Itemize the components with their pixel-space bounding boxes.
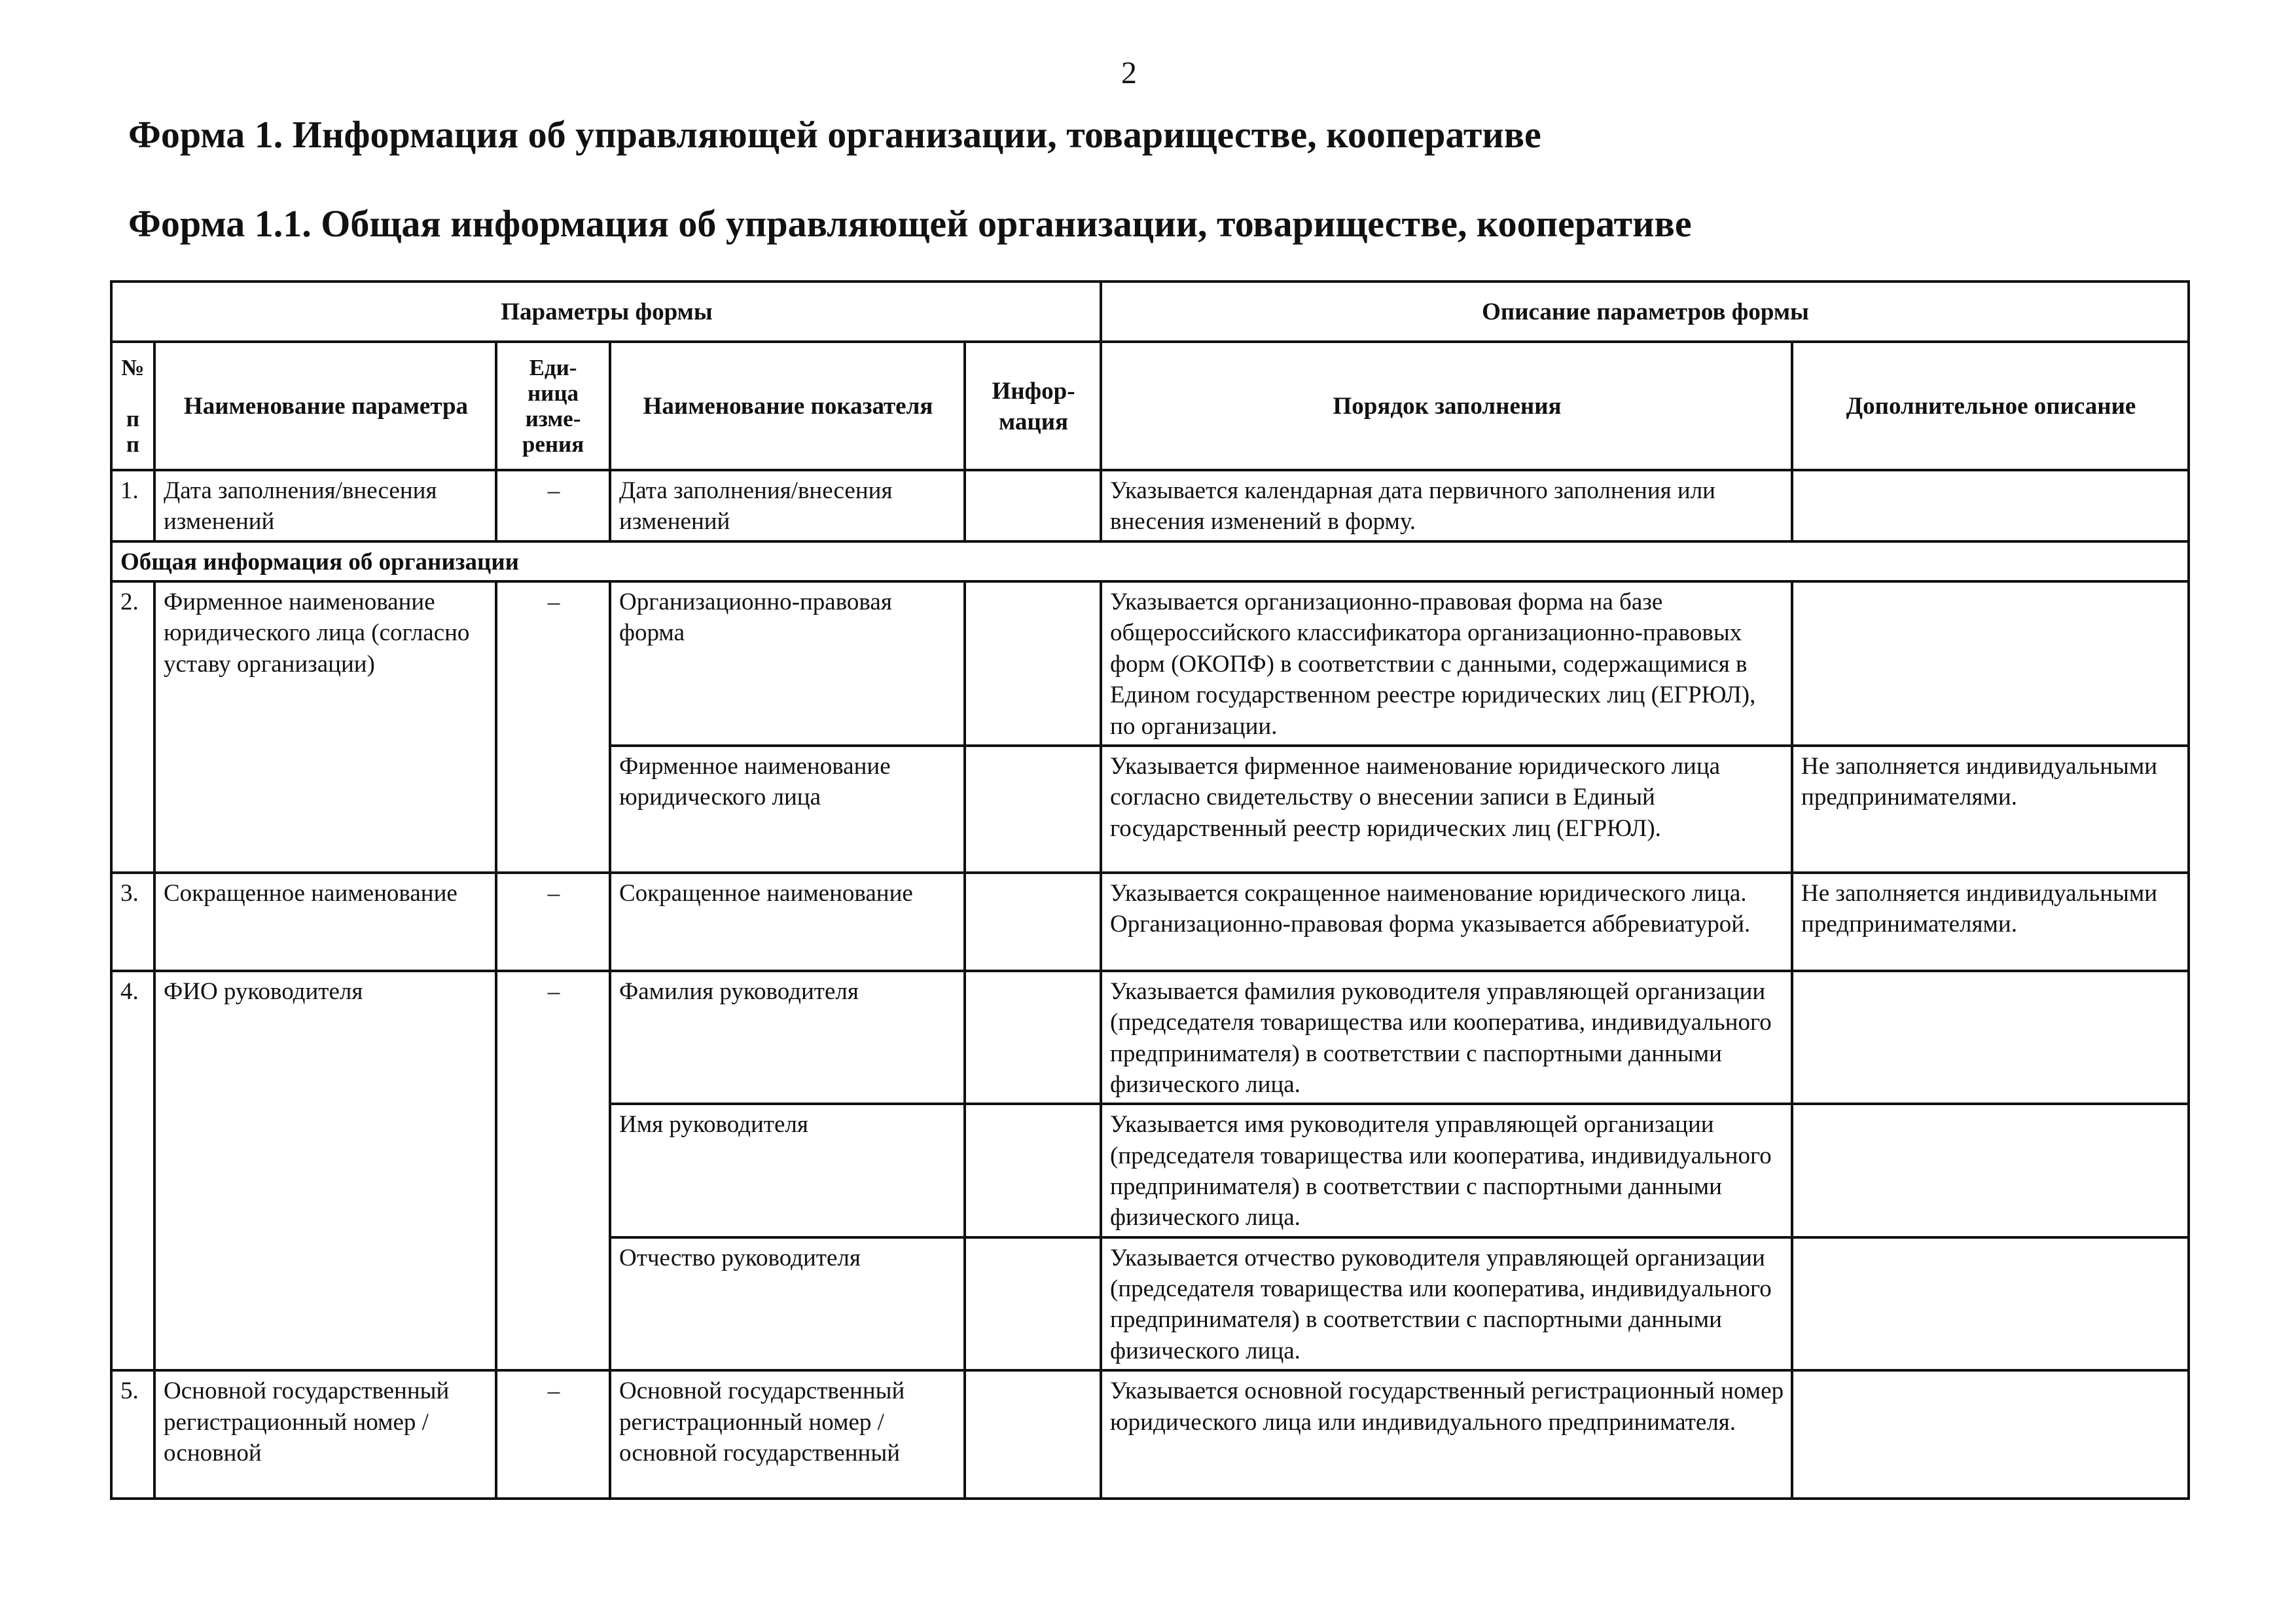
indicator-name: Имя руководителя [610,1104,965,1237]
extra-description [1792,1370,2189,1499]
fill-order: Указывается основной государственный регистрационный номер юридического лица или индивидуального предпринимателя. [1101,1370,1792,1499]
fill-order: Указывается сокращенное наименование юридического лица. Организационно-правовая форма указывается аббревиатурой. [1101,873,1792,971]
col-header-fill-order: Порядок заполнения [1101,342,1792,470]
row-number: 1. [111,470,154,541]
unit: – [496,873,610,971]
page-number: 2 [1121,56,1137,90]
unit: – [496,581,610,873]
info-cell [965,746,1101,873]
group-header-row [111,282,2189,342]
param-name: Дата заполнения/внесения изменений [154,470,496,541]
column-header-row [111,342,2189,470]
info-cell [965,1370,1101,1499]
row-number: 4. [111,971,154,1370]
col-header-unit: Еди- ница изме- рения [496,342,610,470]
fill-order: Указывается фамилия руководителя управляющей организации (председателя товарищества или кооператива, индивидуального предпринимателя) в соответствии с паспортными данными физического лица. [1101,971,1792,1104]
info-cell [965,971,1101,1104]
indicator-name: Дата заполнения/внесения изменений [610,470,965,541]
unit: – [496,971,610,1370]
info-cell [965,873,1101,971]
form-title: Форма 1. Информация об управляющей организации, товариществе, кооперативе [128,113,1541,156]
extra-description [1792,971,2189,1104]
fill-order: Указывается фирменное наименование юридического лица согласно свидетельству о внесении записи в Единый государственный реестр юридических лиц (ЕГРЮЛ). [1101,746,1792,873]
indicator-name: Фирменное наименование юридического лица [610,746,965,873]
extra-description [1792,1104,2189,1237]
form-parameters-table [110,280,2190,1500]
col-header-indicator-name: Наименование показателя [610,342,965,470]
table-row [111,873,2189,971]
row-number: 5. [111,1370,154,1499]
section-title-general: Общая информация об организации [111,541,2189,581]
fill-order: Указывается имя руководителя управляющей организации (председателя товарищества или кооператива, индивидуального предпринимателя) в соответствии с паспортными данными физического лица. [1101,1104,1792,1237]
row-number: 3. [111,873,154,971]
fill-order: Указывается отчество руководителя управляющей организации (председателя товарищества или кооператива, индивидуального предпринимателя) в соответствии с паспортными данными физического лица. [1101,1237,1792,1370]
indicator-name: Сокращенное наименование [610,873,965,971]
table-row [111,971,2189,1104]
info-cell [965,581,1101,746]
group-header-params: Параметры формы [111,282,1101,342]
fill-order: Указывается календарная дата первичного заполнения или внесения изменений в форму. [1101,470,1792,541]
info-cell [965,1104,1101,1237]
info-cell [965,1237,1101,1370]
fill-order: Указывается организационно-правовая форма на базе общероссийского классификатора организационно-правовых форм (ОКОПФ) в соответствии с данными, содержащимися в Едином государственном реестре юридических лиц (ЕГРЮЛ), по организации. [1101,581,1792,746]
unit: – [496,470,610,541]
form-subtitle: Форма 1.1. Общая информация об управляющей организации, товариществе, кооперативе [128,202,1692,245]
info-cell [965,470,1101,541]
group-header-description: Описание параметров формы [1101,282,2189,342]
table-row [111,470,2189,541]
extra-description [1792,1237,2189,1370]
indicator-name: Фамилия руководителя [610,971,965,1104]
indicator-name: Организационно-правовая форма [610,581,965,746]
col-header-extra-description: Дополнительное описание [1792,342,2189,470]
table-row [111,1370,2189,1499]
param-name: Основной государственный регистрационный номер / основной [154,1370,496,1499]
unit: – [496,1370,610,1499]
row-number: 2. [111,581,154,873]
indicator-name: Основной государственный регистрационный номер / основной государственный [610,1370,965,1499]
table-row [111,581,2189,746]
extra-description [1792,470,2189,541]
param-name: Сокращенное наименование [154,873,496,971]
param-name: Фирменное наименование юридического лица (согласно уставу организации) [154,581,496,873]
col-header-num: № п п [111,342,154,470]
indicator-name: Отчество руководителя [610,1237,965,1370]
extra-description: Не заполняется индивидуальными предпринимателями. [1792,746,2189,873]
section-row [111,541,2189,581]
extra-description: Не заполняется индивидуальными предпринимателями. [1792,873,2189,971]
col-header-param-name: Наименование параметра [154,342,496,470]
param-name: ФИО руководителя [154,971,496,1370]
extra-description [1792,581,2189,746]
col-header-info: Инфор- мация [965,342,1101,470]
